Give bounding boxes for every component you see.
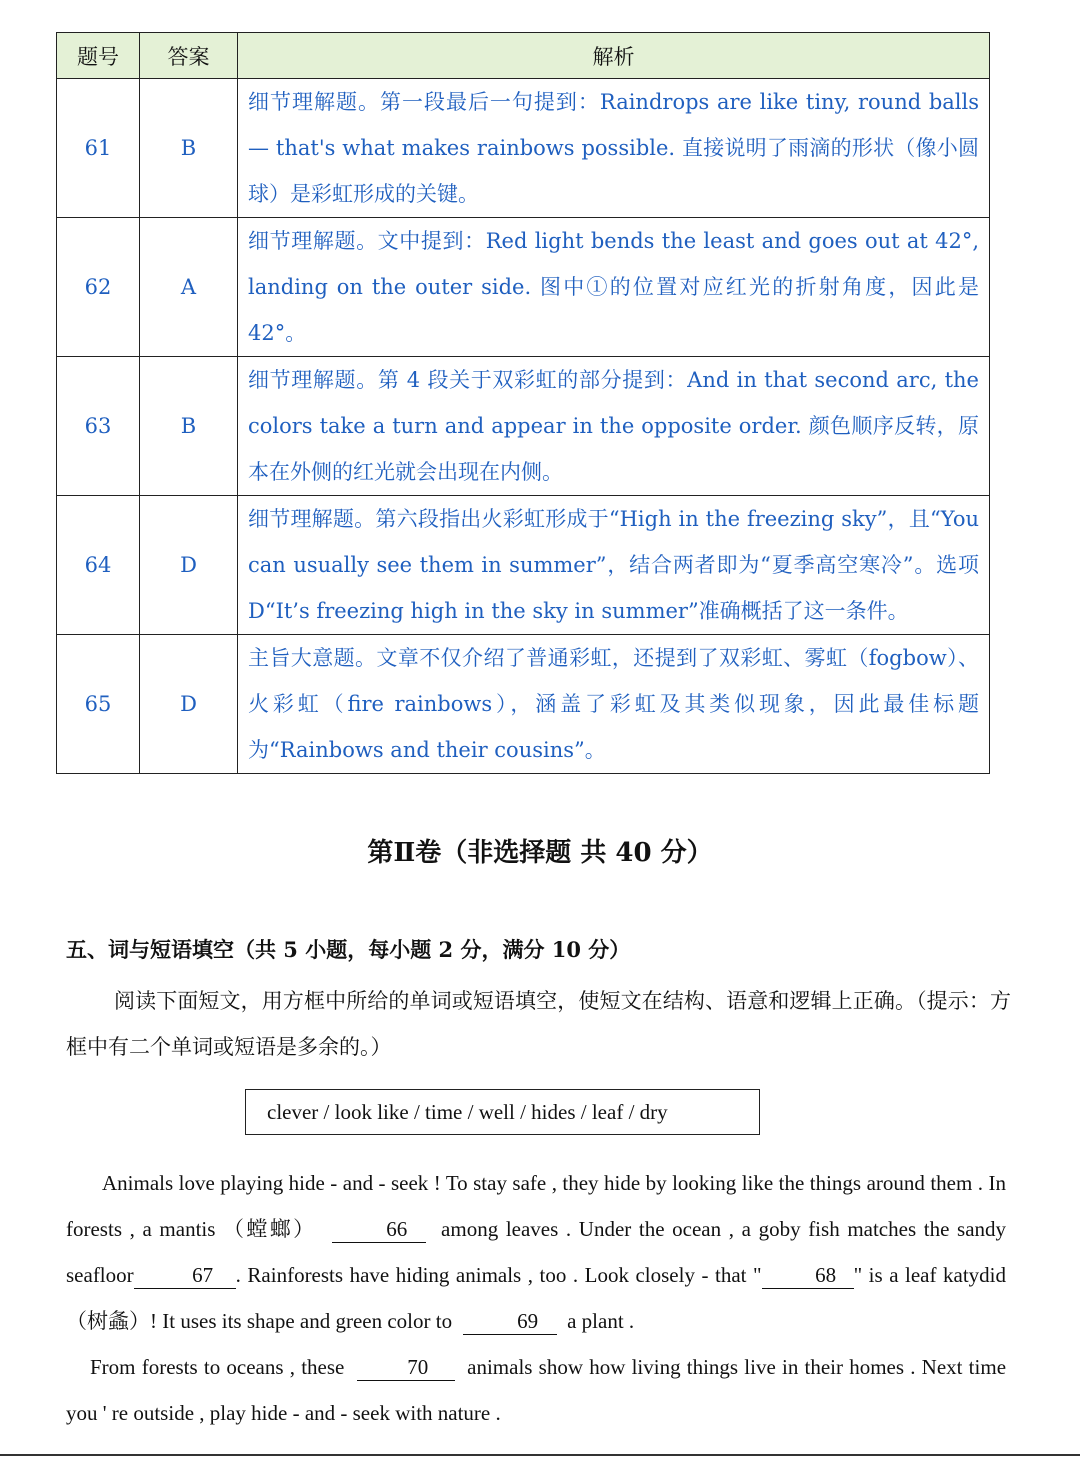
table-row (57, 218, 990, 357)
question-number: 65 (57, 635, 140, 774)
passage-text: . Rainforests have hiding animals , too . Look closely - that " (235, 1263, 762, 1287)
question-number: 63 (57, 357, 140, 496)
section-title: 第Ⅱ卷（非选择题 共 40 分） (367, 838, 713, 868)
passage-text: animals show how living things live in their homes . Next time you ' re outside , play hide - and - seek with nature . (66, 1355, 1007, 1425)
header-explanation: 解析 (238, 33, 990, 79)
table-row (57, 496, 990, 635)
explanation-text: 细节理解题。文中提到：Red light bends the least and goes out at 42°, landing on the outer side. 图中①的位置对应红光的折射角度，因此是42°。 (238, 218, 990, 357)
blank-68[interactable]: 68 (762, 1262, 854, 1289)
passage-text: Animals love playing hide - and - seek ! To stay safe , they hide by looking like the things around them . In forests , a mantis （螳螂） (66, 1171, 1006, 1241)
explanation-text: 主旨大意题。文章不仅介绍了普通彩虹，还提到了双彩虹、雾虹（fogbow）、火彩虹（fire rainbows），涵盖了彩虹及其类似现象，因此最佳标题为“Rainbows and their cousins”。 (238, 635, 990, 774)
passage-paragraph-2 (66, 1344, 1006, 1436)
question-number: 64 (57, 496, 140, 635)
answer-letter: D (140, 496, 238, 635)
explanation-text: 细节理解题。第一段最后一句提到：Raindrops are like tiny, round balls — that's what makes rainbows possible. 直接说明了雨滴的形状（像小圆球）是彩虹形成的关键。 (238, 79, 990, 218)
explanation-text: 细节理解题。第六段指出火彩虹形成于“High in the freezing sky”，且“You can usually see them in summer”，结合两者即为“夏季高空寒冷”。选项D“It’s freezing high in the sky in summer”准确概括了这一条件。 (238, 496, 990, 635)
answer-letter: B (140, 79, 238, 218)
part-five-instructions: 阅读下面短文，用方框中所给的单词或短语填空，使短文在结构、语意和逻辑上正确。（提示：方框中有二个单词或短语是多余的。） (66, 989, 1011, 1059)
answer-table (56, 32, 990, 774)
blank-66[interactable]: 66 (332, 1216, 426, 1243)
header-answer: 答案 (140, 33, 238, 79)
answer-letter: B (140, 357, 238, 496)
table-row (57, 635, 990, 774)
page-bottom-divider (0, 1454, 1080, 1456)
header-question-number: 题号 (57, 33, 140, 79)
blank-70[interactable]: 70 (357, 1354, 455, 1381)
passage-text: a plant . (567, 1309, 635, 1333)
blank-69[interactable]: 69 (463, 1308, 557, 1335)
table-header-row (57, 33, 990, 79)
question-number: 62 (57, 218, 140, 357)
word-box: clever / look like / time / well / hides / leaf / dry (245, 1089, 760, 1135)
passage-text: From forests to oceans , these (90, 1355, 345, 1379)
blank-67[interactable]: 67 (134, 1262, 236, 1289)
passage-text: among leaves . Under the ocean , a goby fish matches the sandy seafloor (66, 1217, 1007, 1287)
table-row (57, 357, 990, 496)
part-five-heading: 五、词与短语填空（共 5 小题，每小题 2 分，满分 10 分） (66, 937, 631, 962)
explanation-text: 细节理解题。第 4 段关于双彩虹的部分提到：And in that second arc, the colors take a turn and appear in the opposite order. 颜色顺序反转，原本在外侧的红光就会出现在内侧。 (238, 357, 990, 496)
answer-letter: A (140, 218, 238, 357)
passage-text: " is a leaf katydid （树螽）! It uses its shape and green color to (66, 1263, 1007, 1333)
question-number: 61 (57, 79, 140, 218)
cloze-passage (66, 1160, 1006, 1436)
table-row (57, 79, 990, 218)
answer-letter: D (140, 635, 238, 774)
passage-paragraph-1 (66, 1160, 1006, 1344)
